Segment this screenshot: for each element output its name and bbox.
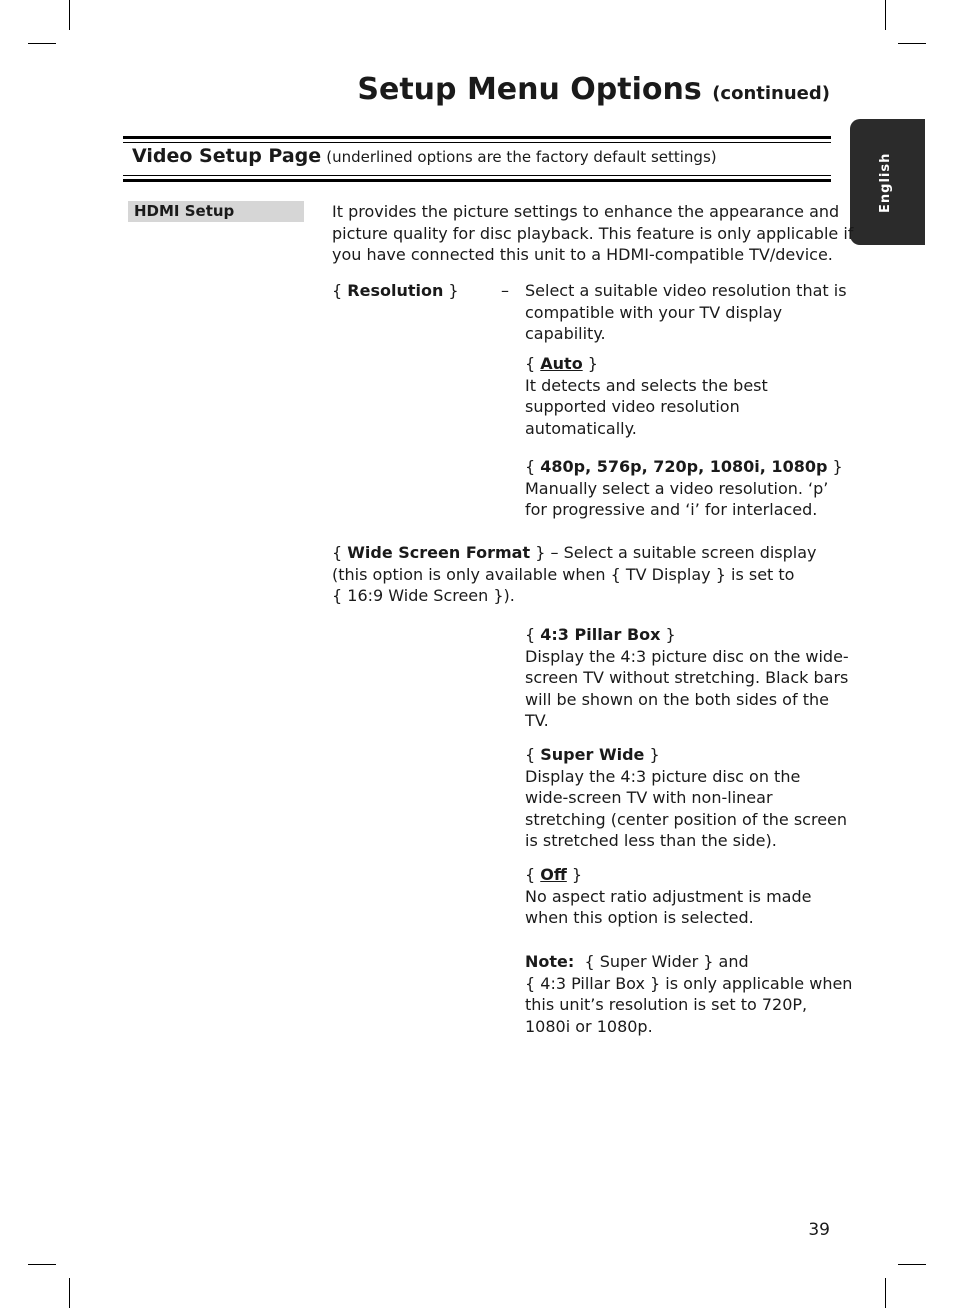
note-label: Note: xyxy=(525,952,575,971)
page-title-text: Setup Menu Options xyxy=(357,72,702,107)
note xyxy=(525,951,852,1037)
super-wide-option xyxy=(525,744,847,852)
manual-resolution-name: 480p, 576p, 720p, 1080i, 1080p xyxy=(540,457,828,476)
crop-mark xyxy=(885,1278,886,1308)
crop-mark xyxy=(898,1264,926,1265)
crop-mark xyxy=(69,1278,70,1308)
pillar-box-name: 4:3 Pillar Box xyxy=(540,625,661,644)
section-rule-top xyxy=(123,136,831,139)
brace-open: { xyxy=(525,745,541,764)
section-rule-bottom xyxy=(123,179,831,182)
off-option xyxy=(525,864,811,929)
crop-mark xyxy=(885,0,886,30)
wide-screen-format-desc-start: } – Select a suitable screen display xyxy=(530,543,817,562)
note-line: 1080i or 1080p. xyxy=(525,1016,653,1036)
brace-open: { xyxy=(525,625,541,644)
note-line: this unit’s resolution is set to 720P, xyxy=(525,995,808,1015)
hdmi-setup-label: HDMI Setup xyxy=(128,201,304,222)
brace-close: } xyxy=(644,745,660,764)
description-line: Manually select a video resolution. ‘p’ xyxy=(525,478,829,498)
manual-resolution-option xyxy=(525,456,843,521)
brace-open: { xyxy=(525,457,541,476)
brace-close: } xyxy=(660,625,676,644)
brace-open: { xyxy=(332,281,348,300)
brace-close: } xyxy=(566,865,583,884)
description-line: Display the 4:3 picture disc on the wide- xyxy=(525,646,849,666)
description-line: TV. xyxy=(525,711,549,731)
section-heading xyxy=(132,145,717,167)
description-line: is stretched less than the side). xyxy=(525,831,777,851)
language-tab-label: English xyxy=(878,152,893,214)
description-line: supported video resolution xyxy=(525,397,740,417)
language-tab xyxy=(850,119,925,245)
crop-mark xyxy=(28,1264,56,1265)
wide-screen-format-option xyxy=(332,542,817,607)
section-rule-top-thin xyxy=(123,142,831,143)
hdmi-intro xyxy=(332,201,853,266)
description-line: stretching (center position of the screen xyxy=(525,809,848,829)
crop-mark xyxy=(69,0,70,30)
wide-screen-format-name: Wide Screen Format xyxy=(347,543,531,562)
brace-close: } xyxy=(582,354,598,373)
crop-mark xyxy=(28,43,56,44)
page-title xyxy=(357,72,830,107)
auto-option xyxy=(525,353,768,439)
super-wide-name: Super Wide xyxy=(540,745,645,764)
brace-open: { xyxy=(332,543,348,562)
section-title: Video Setup Page xyxy=(132,145,322,167)
description-line: (this option is only available when { TV Display } is set to xyxy=(332,564,795,584)
hdmi-intro-line: It provides the picture settings to enhance the appearance and xyxy=(332,202,840,221)
description-line: will be shown on the both sides of the xyxy=(525,689,829,709)
description-line: compatible with your TV display xyxy=(525,302,783,322)
brace-close: } xyxy=(827,457,843,476)
off-option-name: Off xyxy=(540,865,567,884)
note-text-start: { Super Wider } and xyxy=(574,952,749,971)
description-line: Display the 4:3 picture disc on the xyxy=(525,766,801,786)
description-line: capability. xyxy=(525,324,606,344)
description-line: when this option is selected. xyxy=(525,908,754,928)
section-subtitle: (underlined options are the factory default settings) xyxy=(326,148,717,166)
resolution-option xyxy=(332,280,459,302)
description-line: Select a suitable video resolution that is xyxy=(525,281,847,300)
crop-mark xyxy=(898,43,926,44)
note-line: { 4:3 Pillar Box } is only applicable when xyxy=(525,973,853,993)
brace-close: } xyxy=(443,281,459,300)
resolution-description xyxy=(525,280,847,345)
hdmi-intro-line: you have connected this unit to a HDMI-compatible TV/device. xyxy=(332,245,833,265)
auto-option-name: Auto xyxy=(540,354,583,373)
description-line: wide-screen TV with non-linear xyxy=(525,788,773,808)
description-line: screen TV without stretching. Black bars xyxy=(525,668,849,688)
resolution-dash: – xyxy=(501,281,509,300)
brace-open: { xyxy=(525,865,541,884)
brace-open: { xyxy=(525,354,541,373)
page-number: 39 xyxy=(808,1220,830,1240)
description-line: It detects and selects the best xyxy=(525,375,768,395)
resolution-name: Resolution xyxy=(347,281,444,300)
description-line: { 16:9 Wide Screen }). xyxy=(332,586,515,606)
description-line: No aspect ratio adjustment is made xyxy=(525,886,812,906)
section-rule-bottom-thin xyxy=(123,175,831,176)
hdmi-intro-line: picture quality for disc playback. This feature is only applicable if xyxy=(332,223,854,243)
page-title-continued: (continued) xyxy=(712,83,830,104)
description-line: automatically. xyxy=(525,418,637,438)
description-line: for progressive and ‘i’ for interlaced. xyxy=(525,500,818,520)
pillar-box-option xyxy=(525,624,849,732)
